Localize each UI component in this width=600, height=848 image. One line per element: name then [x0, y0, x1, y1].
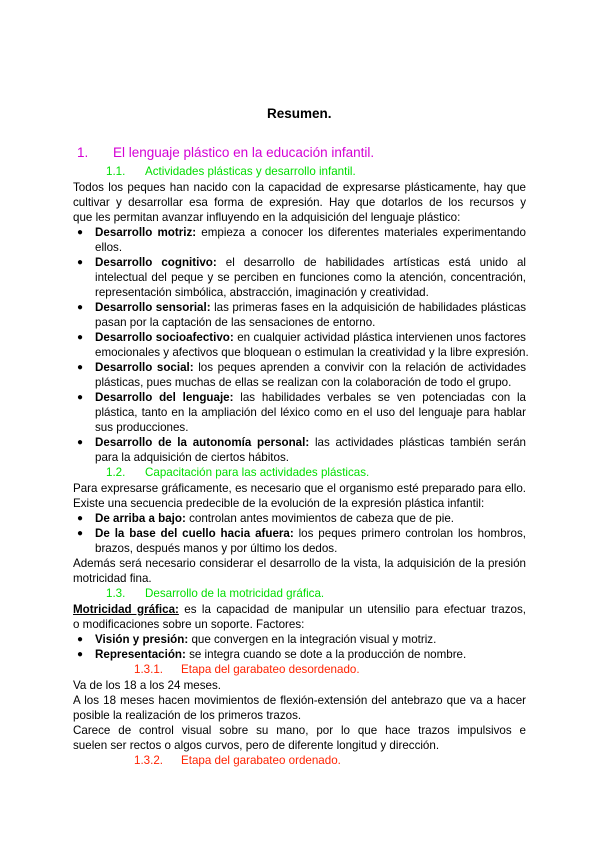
section-1-number: 1. [77, 145, 89, 160]
bullet-line: pasan por la captación de las sensaciones de entorno. [95, 316, 376, 329]
bullet-icon: ● [77, 362, 84, 373]
definition-term: Motricidad gráfica: [73, 603, 179, 616]
paragraph-line: Todos los peques han nacido con la capacidad de expresarse plásticamente, hay que [73, 181, 526, 194]
bullet-line [95, 435, 526, 450]
paragraph-line: A los 18 meses hacen movimientos de flexión-extensión del antebrazo que va a hacer [73, 694, 526, 707]
paragraph-line: Existe una secuencia predecible de la evolución de la expresión plástica infantil: [73, 497, 485, 510]
bullet-line [95, 225, 526, 240]
subsection-1-3-2-number: 1.3.2. [134, 754, 164, 767]
bullet-text: controlan antes movimientos de cabeza que de pie. [189, 512, 454, 525]
bullet-line: para la adquisición de ciertos hábitos. [95, 451, 289, 464]
bullet-text: los peques aprenden a convivir con la relación de actividades [198, 361, 526, 374]
bullet-icon: ● [77, 528, 84, 539]
bullet-term: Desarrollo cognitivo: [95, 256, 217, 269]
paragraph-line: Carece de control visual sobre su mano, por lo que hace trazos impulsivos e [73, 724, 526, 737]
bullet-term: Desarrollo de la autonomía personal: [95, 436, 310, 449]
bullet-text: las habilidades verbales se ven potenciadas con la [240, 391, 526, 404]
bullet-line [95, 632, 436, 647]
bullet-text: el desarrollo de habilidades artísticas está unido al [225, 256, 526, 269]
subsection-1-1-heading: Actividades plásticas y desarrollo infantil. [145, 165, 356, 178]
bullet-text: las primeras fases en la adquisición de habilidades plásticas [214, 301, 526, 314]
bullet-text: que convergen en la integración visual y motriz. [191, 633, 437, 646]
bullet-line: emocionales y afectivos que bloquean o estimulan la creatividad y la libre expresión. [95, 346, 529, 359]
bullet-line: brazos, después manos y por último los dedos. [95, 542, 338, 555]
bullet-icon: ● [77, 257, 84, 268]
subsection-1-3-heading: Desarrollo de la motricidad gráfica. [145, 587, 325, 600]
bullet-term: Desarrollo motriz: [95, 226, 197, 239]
page-title: Resumen. [267, 106, 332, 121]
bullet-line [95, 255, 526, 270]
bullet-term: Representación: [95, 648, 186, 661]
definition-text: es la capacidad de manipular un utensilio para efectuar trazos, [184, 603, 526, 616]
paragraph-line: cultivar y desarrollar esa forma de expresión. Hay que dotarlos de los recursos y [73, 196, 526, 209]
paragraph-line: Además será necesario considerar el desarrollo de la vista, la adquisición de la presión [73, 557, 526, 570]
bullet-text: en cualquier actividad plástica intervienen unos factores [237, 331, 526, 344]
bullet-line [95, 330, 526, 345]
bullet-line [95, 647, 466, 662]
subsection-1-3-number: 1.3. [106, 587, 126, 600]
bullet-line: plásticas, pues muchas de ellas se realizan con la colaboración de todo el grupo. [95, 376, 512, 389]
subsection-1-3-1-number: 1.3.1. [134, 663, 164, 676]
bullet-line: sus producciones. [95, 421, 189, 434]
bullet-line [95, 511, 454, 526]
bullet-term: Desarrollo sensorial: [95, 301, 211, 314]
bullet-term: Desarrollo socioafectivo: [95, 331, 234, 344]
subsection-1-3-2-heading: Etapa del garabateo ordenado. [181, 754, 341, 767]
bullet-text: los peques primero controlan los hombros, [298, 527, 526, 540]
bullet-text: se integra cuando se dote a la producción de nombre. [189, 648, 467, 661]
bullet-icon: ● [77, 649, 84, 660]
bullet-line [95, 300, 526, 315]
bullet-line [95, 526, 526, 541]
bullet-line [95, 360, 526, 375]
paragraph-line: suelen ser rectos o algos curvos, pero de diferente longitud y dirección. [73, 739, 440, 752]
bullet-text: las actividades plásticas también serán [314, 436, 526, 449]
bullet-icon: ● [77, 302, 84, 313]
bullet-line [95, 390, 526, 405]
paragraph-line [73, 602, 526, 617]
section-1-heading: El lenguaje plástico en la educación infantil. [113, 145, 375, 160]
bullet-term: Desarrollo social: [95, 361, 194, 374]
paragraph-line: que les permitan avanzar influyendo en la adquisición del lenguaje plástico: [73, 211, 461, 224]
bullet-term: De arriba a bajo: [95, 512, 186, 525]
bullet-text: empieza a conocer los diferentes materiales experimentando [201, 226, 526, 239]
bullet-icon: ● [77, 437, 84, 448]
bullet-line: plástica, tanto en la ampliación del léxico como en el uso del lenguaje para hablar [95, 406, 526, 419]
subsection-1-1-number: 1.1. [106, 165, 126, 178]
subsection-1-2-heading: Capacitación para las actividades plásticas. [145, 466, 370, 479]
bullet-icon: ● [77, 332, 84, 343]
paragraph-line: Va de los 18 a los 24 meses. [73, 679, 222, 692]
bullet-line: ellos. [95, 241, 123, 254]
bullet-icon: ● [77, 513, 84, 524]
bullet-term: Desarrollo del lenguaje: [95, 391, 234, 404]
bullet-line: representación simbólica, abstracción, imaginación y creatividad. [95, 286, 429, 299]
subsection-1-3-1-heading: Etapa del garabateo desordenado. [181, 663, 360, 676]
paragraph-line: motricidad fina. [73, 572, 152, 585]
bullet-icon: ● [77, 227, 84, 238]
bullet-term: Visión y presión: [95, 633, 189, 646]
bullet-term: De la base del cuello hacia afuera: [95, 527, 294, 540]
bullet-line: intelectual del peque y se perciben en funciones como la atención, concentración, [95, 271, 526, 284]
paragraph-line: posible la realización de los primeros trazos. [73, 709, 302, 722]
bullet-icon: ● [77, 634, 84, 645]
paragraph-line: Para expresarse gráficamente, es necesario que el organismo esté preparado para ello. [73, 482, 526, 495]
bullet-icon: ● [77, 392, 84, 403]
paragraph-line: o modificaciones sobre un soporte. Factores: [73, 618, 305, 631]
subsection-1-2-number: 1.2. [106, 466, 126, 479]
